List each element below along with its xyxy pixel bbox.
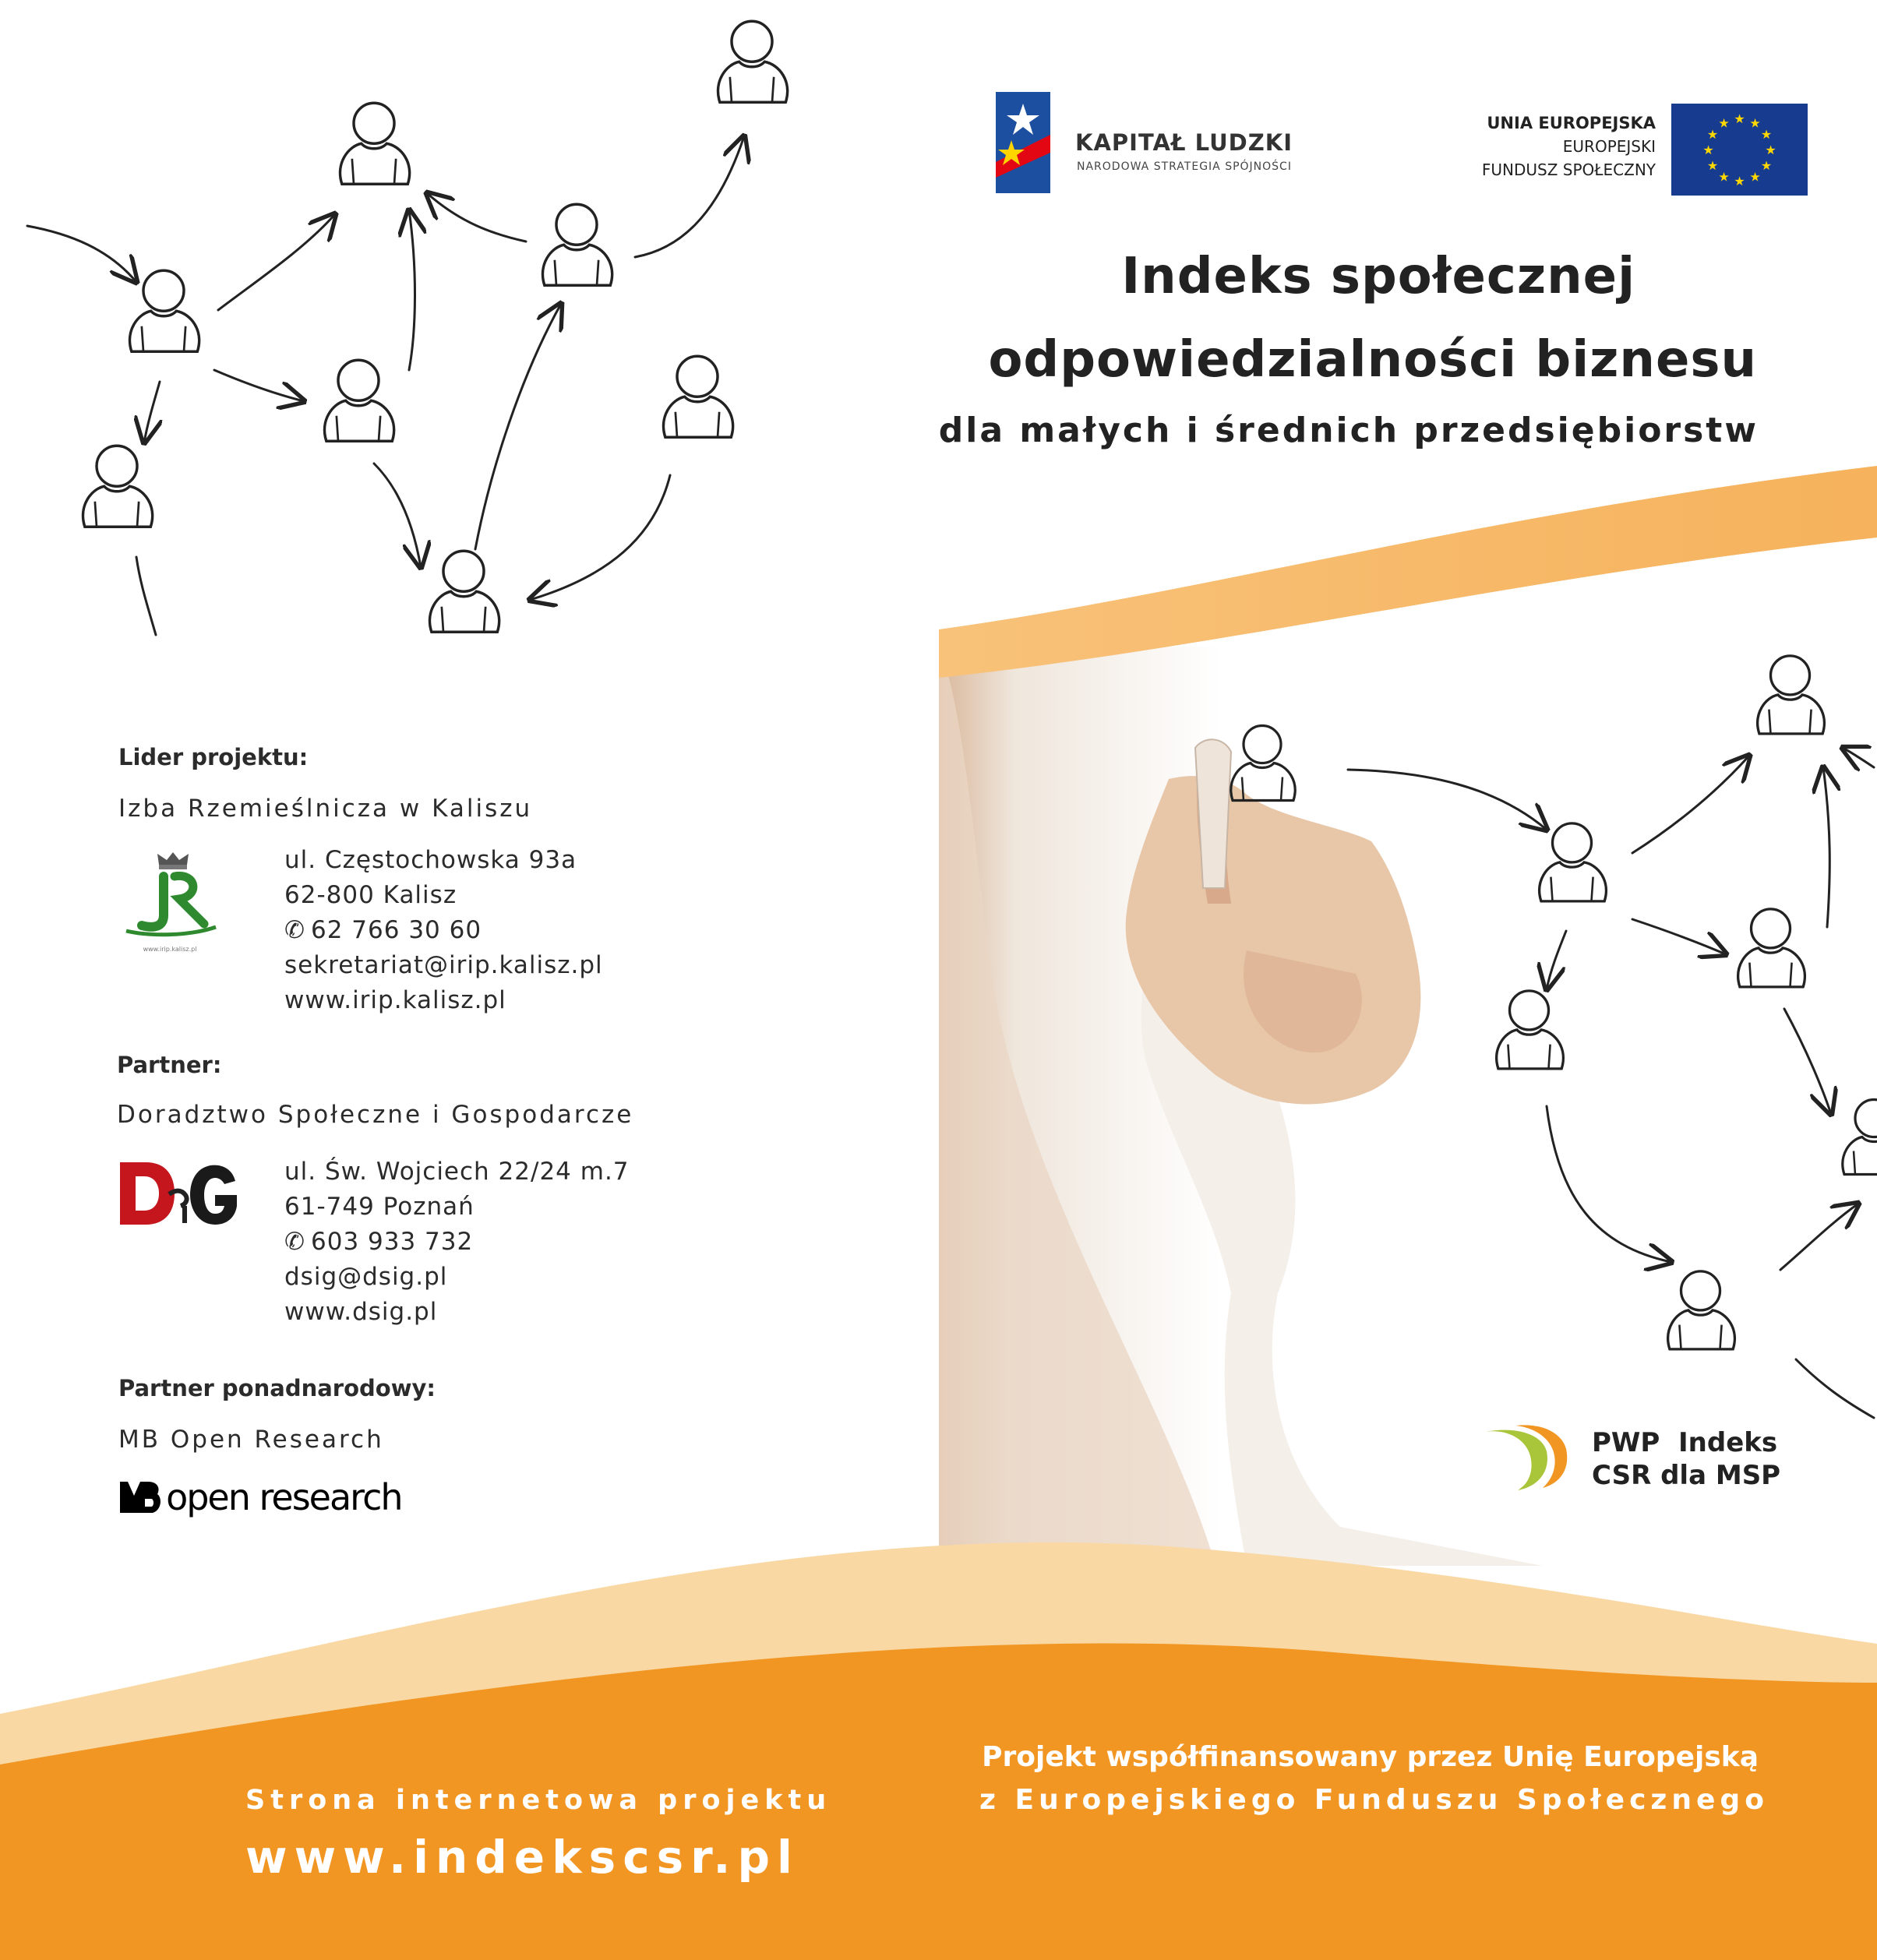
svg-text:★: ★: [1702, 143, 1714, 157]
leader-address-street: ul. Częstochowska 93a: [284, 846, 577, 874]
partner-org: Doradztwo Społeczne i Gospodarcze: [117, 1101, 634, 1129]
phone-icon: ✆: [284, 1228, 305, 1256]
eu-logo: [1418, 101, 1808, 195]
leader-address-city: 62-800 Kalisz: [284, 881, 457, 909]
title-line3: dla małych i średnich przedsiębiorstw: [938, 411, 1759, 450]
leader-web[interactable]: www.irip.kalisz.pl: [284, 986, 506, 1014]
eu-flag-icon: [1671, 104, 1808, 196]
footer-cofinanced-line2: z Europejskiego Funduszu Społecznego: [979, 1784, 1769, 1816]
top-orange-band: [939, 466, 1877, 678]
irip-logo: [118, 849, 221, 954]
partner-address-city: 61-749 Poznań: [284, 1193, 475, 1221]
partner-label: Partner:: [117, 1052, 222, 1078]
phone-icon: ✆: [284, 916, 305, 944]
svg-text:★: ★: [1749, 169, 1761, 185]
leader-label: Lider projektu:: [118, 744, 309, 770]
kapital-ludzki-subtitle: NARODOWA STRATEGIA SPÓJNOŚCI: [1077, 160, 1292, 173]
pwp-logo: [1480, 1416, 1781, 1494]
kapital-ludzki-logo: [996, 92, 1323, 193]
kapital-ludzki-title: KAPITAŁ LUDZKI: [1075, 129, 1293, 156]
title-line1: Indeks społecznej: [1121, 248, 1635, 305]
pwp-line1: PWP Indeks: [1592, 1427, 1778, 1458]
footer-site-url[interactable]: www.indekscsr.pl: [245, 1831, 799, 1884]
open-research-logo: [118, 1476, 402, 1523]
irip-crest-icon: [118, 849, 221, 943]
svg-text:★: ★: [1760, 127, 1773, 142]
svg-text:★: ★: [1749, 115, 1761, 131]
eu-line2: EUROPEJSKI: [1562, 137, 1656, 156]
partner-web[interactable]: www.dsig.pl: [284, 1298, 438, 1326]
svg-text:★: ★: [1718, 169, 1730, 185]
partner-email[interactable]: dsig@dsig.pl: [284, 1263, 448, 1291]
svg-text:★: ★: [1718, 115, 1730, 131]
leader-phone-row: [284, 913, 603, 948]
partner-address-street: ul. Św. Wojciech 22/24 m.7: [284, 1158, 630, 1186]
partner-intl-org: MB Open Research: [118, 1426, 384, 1454]
person-network-icon: [83, 21, 788, 632]
pwp-line2: CSR dla MSP: [1592, 1460, 1781, 1491]
irip-logo-text: www.irip.kalisz.pl: [143, 946, 197, 953]
eu-line1: UNIA EUROPEJSKA: [1487, 114, 1656, 132]
mb-logo-icon: [118, 1479, 162, 1516]
svg-text:★: ★: [1706, 158, 1719, 173]
title-line2: odpowiedzialności biznesu: [988, 331, 1757, 389]
dsig-logo-icon: [118, 1159, 243, 1229]
svg-text:★: ★: [1706, 127, 1719, 142]
svg-text:★: ★: [1760, 158, 1773, 173]
svg-text:★: ★: [1734, 111, 1745, 126]
partner-intl-label: Partner ponadnarodowy:: [118, 1375, 436, 1401]
footer-cofinanced-line1: Projekt współfinansowany przez Unię Europejską: [982, 1741, 1759, 1773]
partner-phone-row: [284, 1225, 630, 1260]
network-sketch-left: [27, 136, 744, 635]
dsig-logo: [118, 1159, 243, 1229]
svg-text:★: ★: [1734, 174, 1745, 189]
pwp-swoosh-icon: [1480, 1416, 1574, 1494]
open-research-logo-text: open research: [166, 1476, 402, 1518]
leader-contact: [284, 843, 603, 1018]
leader-org: Izba Rzemieślnicza w Kaliszu: [118, 795, 533, 823]
partner-contact: [284, 1154, 630, 1330]
leader-email[interactable]: sekretariat@irip.kalisz.pl: [284, 951, 603, 979]
leader-phone[interactable]: 62 766 30 60: [311, 916, 482, 944]
svg-text:★: ★: [1765, 143, 1776, 157]
footer-site-label: Strona internetowa projektu: [245, 1785, 832, 1816]
eu-line3: FUNDUSZ SPOŁECZNY: [1481, 160, 1656, 179]
partner-phone[interactable]: 603 933 732: [311, 1228, 474, 1256]
kapital-ludzki-icon: [996, 92, 1050, 193]
